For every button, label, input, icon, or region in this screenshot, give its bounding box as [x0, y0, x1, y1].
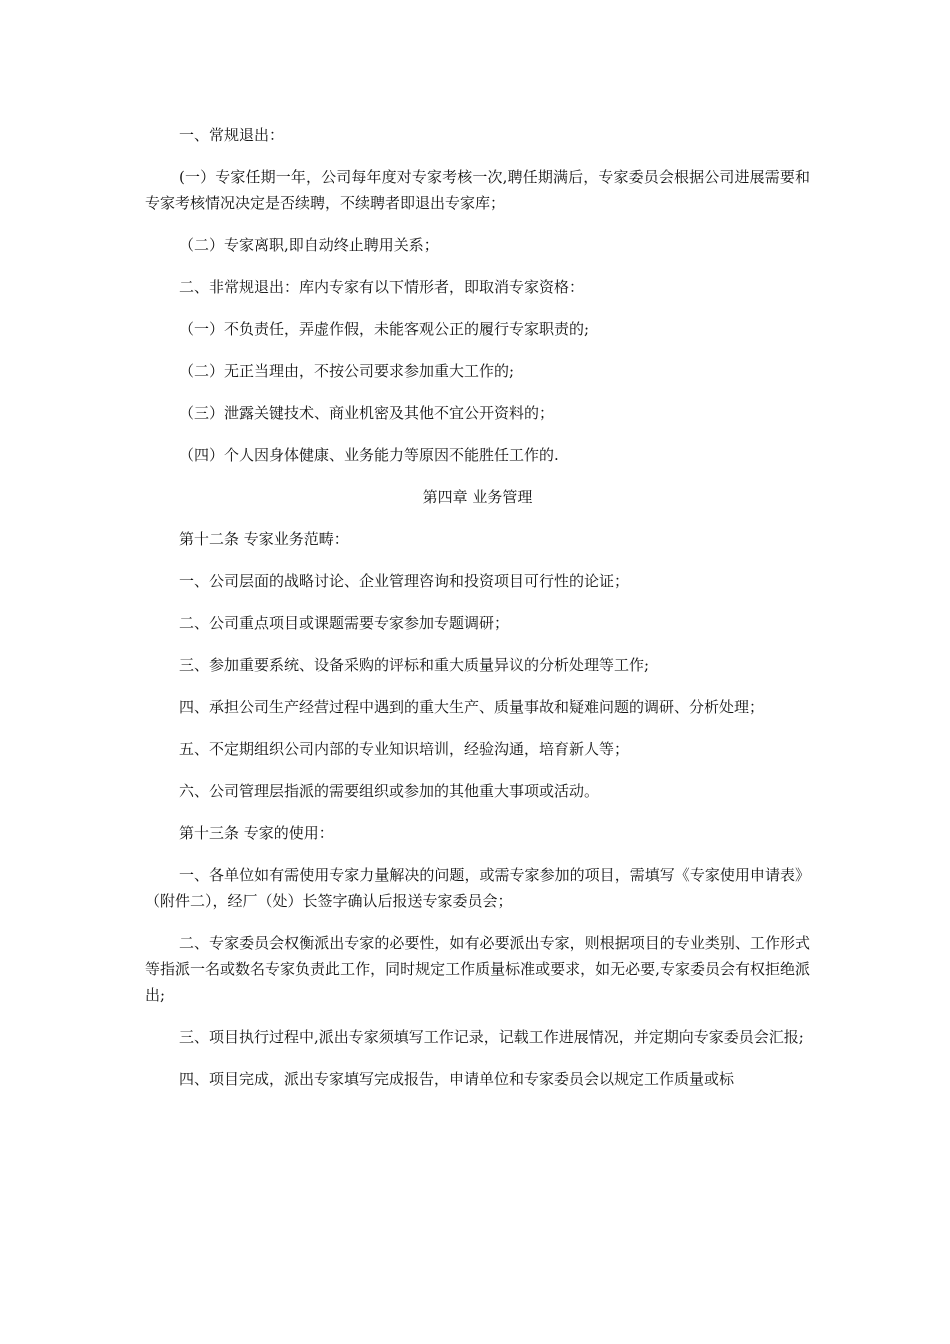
section-13-item-3: 三、项目执行过程中,派出专家须填写工作记录，记载工作进展情况，并定期向专家委员会汇报; — [179, 1028, 804, 1046]
section-12-heading: 第十二条 专家业务范畴： — [179, 530, 349, 548]
section-12-item-2: 二、公司重点项目或课题需要专家参加专题调研； — [179, 614, 510, 632]
paragraph-health: （四）个人因身体健康、业务能力等原因不能胜任工作的. — [179, 446, 559, 464]
paragraph-abnormal-exit: 二、非常规退出：库内专家有以下情形者，即取消专家资格： — [179, 278, 585, 296]
section-12-item-1: 一、公司层面的战略讨论、企业管理咨询和投资项目可行性的论证； — [179, 572, 630, 590]
section-12-item-6: 六、公司管理层指派的需要组织或参加的其他重大事项或活动。 — [179, 782, 600, 800]
chapter-title: 第四章 业务管理 — [422, 488, 533, 506]
section-13-item-2: 二、专家委员会权衡派出专家的必要性，如有必要派出专家，则根据项目的专业类别、工作形式等指派一名或数名专家负责此工作，同时规定工作质量标准或要求，如无必要,专家委员会有权拒绝派出; — [145, 934, 810, 1004]
paragraph-resignation: （二）专家离职,即自动终止聘用关系； — [179, 236, 439, 254]
section-13-item-1: 一、各单位如有需使用专家力量解决的问题，或需专家参加的项目，需填写《专家使用申请表》（附件二），经厂（处）长签字确认后报送专家委员会； — [145, 866, 810, 910]
section-12-item-3: 三、参加重要系统、设备采购的评标和重大质量异议的分析处理等工作; — [179, 656, 650, 674]
section-12-item-4: 四、承担公司生产经营过程中遇到的重大生产、质量事故和疑难问题的调研、分析处理； — [179, 698, 765, 716]
paragraph-normal-exit: 一、常规退出： — [179, 126, 285, 144]
paragraph-term-renewal: (一）专家任期一年，公司每年度对专家考核一次,聘任期满后，专家委员会根据公司进展需要和专家考核情况决定是否续聘，不续聘者即退出专家库； — [145, 168, 810, 212]
paragraph-no-reason: （二）无正当理由，不按公司要求参加重大工作的; — [179, 362, 515, 380]
document-body — [145, 122, 810, 1108]
section-13-item-4: 四、项目完成，派出专家填写完成报告，申请单位和专家委员会以规定工作质量或标 — [179, 1070, 735, 1088]
section-12-item-5: 五、不定期组织公司内部的专业知识培训，经验沟通，培育新人等； — [179, 740, 630, 758]
paragraph-irresponsible: （一）不负责任，弄虚作假，未能客观公正的履行专家职责的; — [179, 320, 590, 338]
paragraph-leak: （三）泄露关键技术、商业机密及其他不宜公开资料的； — [179, 404, 555, 422]
section-13-heading: 第十三条 专家的使用： — [179, 824, 334, 842]
